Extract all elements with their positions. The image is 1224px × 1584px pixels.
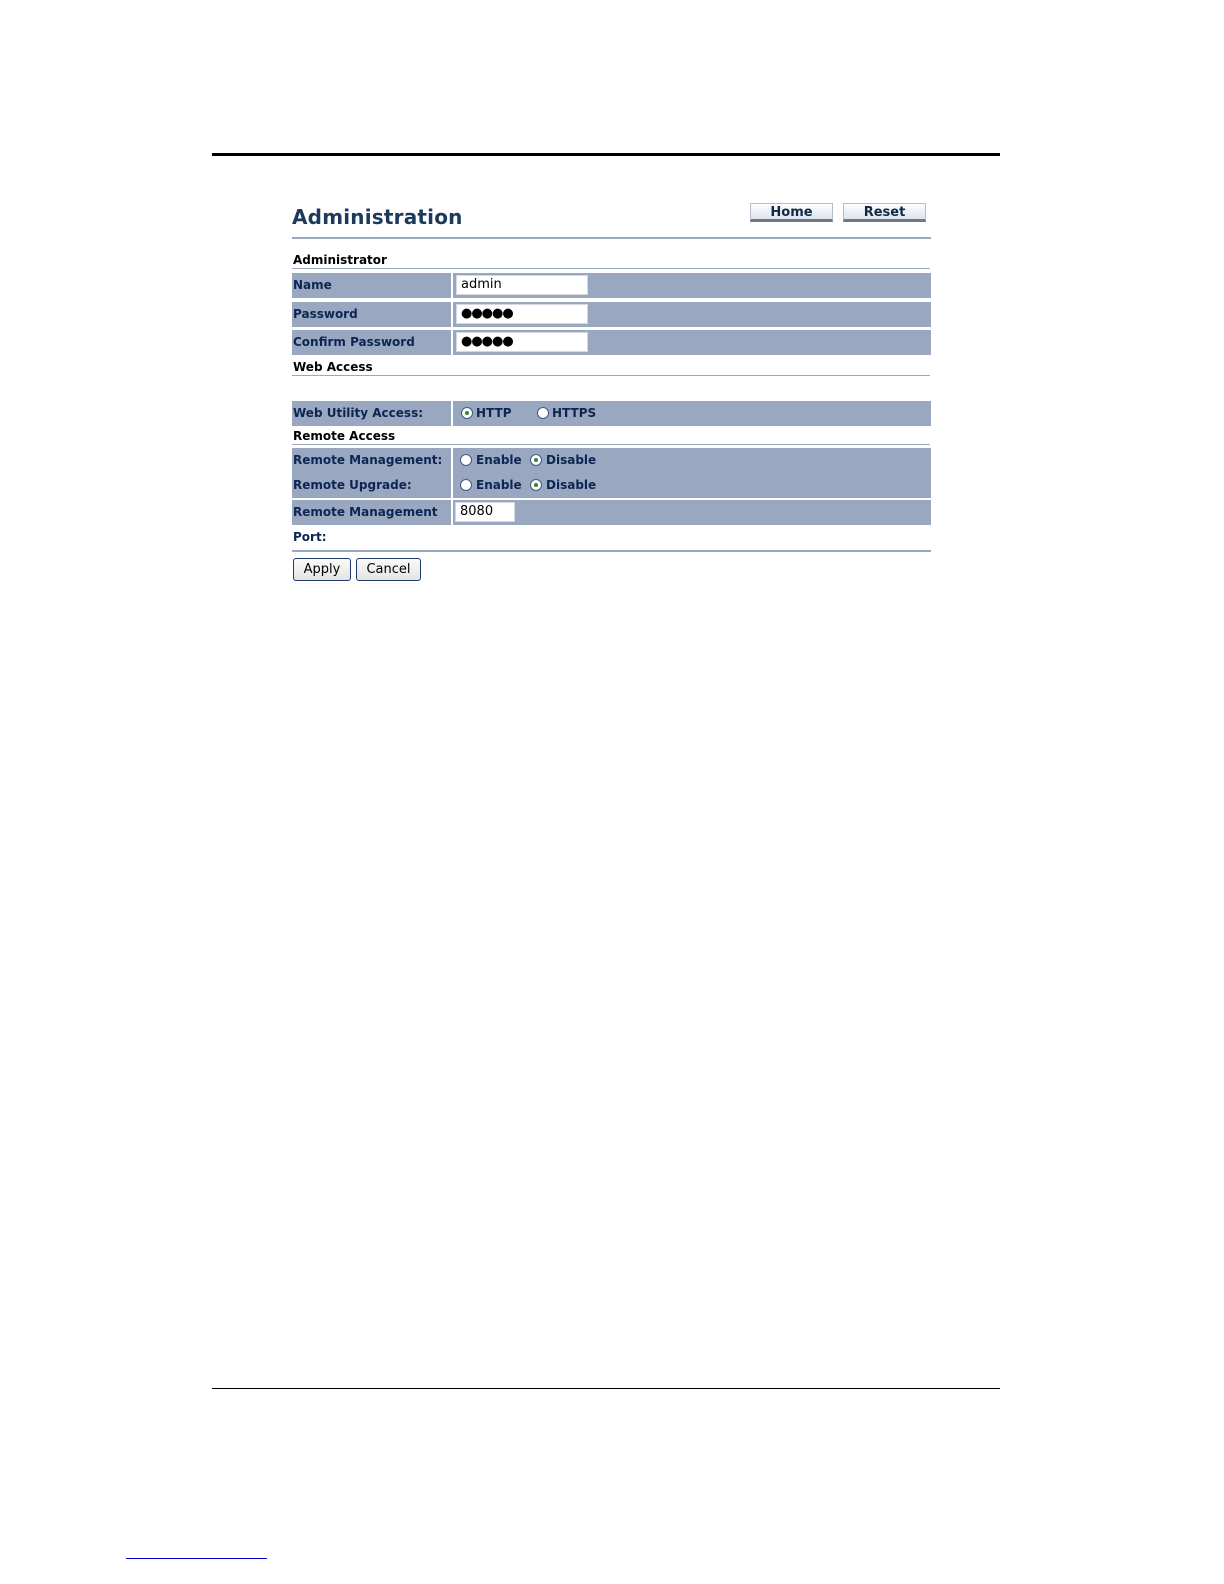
home-button[interactable]: Home xyxy=(750,203,833,222)
remote-management-port-cell xyxy=(453,500,931,525)
remote-management-disable-radio[interactable] xyxy=(530,454,542,466)
administrator-divider xyxy=(292,268,930,269)
remote-upgrade-options xyxy=(453,473,931,498)
confirm-password-row xyxy=(292,330,931,355)
remote-upgrade-enable-radio[interactable] xyxy=(460,479,472,491)
name-value-cell xyxy=(453,273,931,298)
http-radio[interactable] xyxy=(461,407,473,419)
remote-management-port-row xyxy=(292,500,931,544)
remote-upgrade-disable-radio[interactable] xyxy=(530,479,542,491)
cancel-button[interactable]: Cancel xyxy=(356,558,421,581)
web-access-heading: Web Access xyxy=(293,360,373,374)
password-label: Password xyxy=(292,302,451,327)
remote-management-enable-label: Enable xyxy=(476,453,522,467)
page-title: Administration xyxy=(292,205,463,229)
https-label: HTTPS xyxy=(552,406,597,420)
remote-management-row xyxy=(292,448,931,473)
remote-upgrade-disable-label: Disable xyxy=(546,478,597,492)
https-radio[interactable] xyxy=(537,407,549,419)
remote-management-enable-radio[interactable] xyxy=(460,454,472,466)
footer-link-underline xyxy=(126,1558,267,1559)
apply-button[interactable]: Apply xyxy=(293,558,351,581)
remote-management-disable-label: Disable xyxy=(546,453,597,467)
remote-management-port-label: Remote Management Port: xyxy=(292,500,451,525)
http-label: HTTP xyxy=(476,406,512,420)
page-bottom-rule xyxy=(212,1388,1000,1389)
password-value-cell xyxy=(453,302,931,327)
page-top-rule xyxy=(212,153,1000,156)
remote-management-label: Remote Management: xyxy=(292,448,451,473)
name-row xyxy=(292,273,931,298)
web-access-divider xyxy=(292,375,930,376)
remote-management-port-input[interactable]: 8080 xyxy=(455,502,515,522)
title-divider xyxy=(292,237,931,239)
remote-access-divider xyxy=(292,444,930,445)
confirm-password-value-cell xyxy=(453,330,931,355)
remote-upgrade-label: Remote Upgrade: xyxy=(292,473,451,498)
confirm-password-input[interactable]: ●●●●● xyxy=(456,332,588,352)
confirm-password-label: Confirm Password xyxy=(292,330,451,355)
administrator-heading: Administrator xyxy=(293,253,387,267)
reset-button[interactable]: Reset xyxy=(843,203,926,222)
web-utility-access-label: Web Utility Access: xyxy=(292,401,451,426)
web-utility-access-options xyxy=(453,401,931,426)
remote-upgrade-row xyxy=(292,473,931,498)
name-input[interactable]: admin xyxy=(456,275,588,295)
name-label: Name xyxy=(292,273,451,298)
remote-upgrade-enable-label: Enable xyxy=(476,478,522,492)
web-utility-access-row xyxy=(292,401,931,426)
remote-management-options xyxy=(453,448,931,473)
password-row xyxy=(292,302,931,327)
remote-access-heading: Remote Access xyxy=(293,429,396,443)
actions-divider xyxy=(292,550,931,552)
password-input[interactable]: ●●●●● xyxy=(456,304,588,324)
